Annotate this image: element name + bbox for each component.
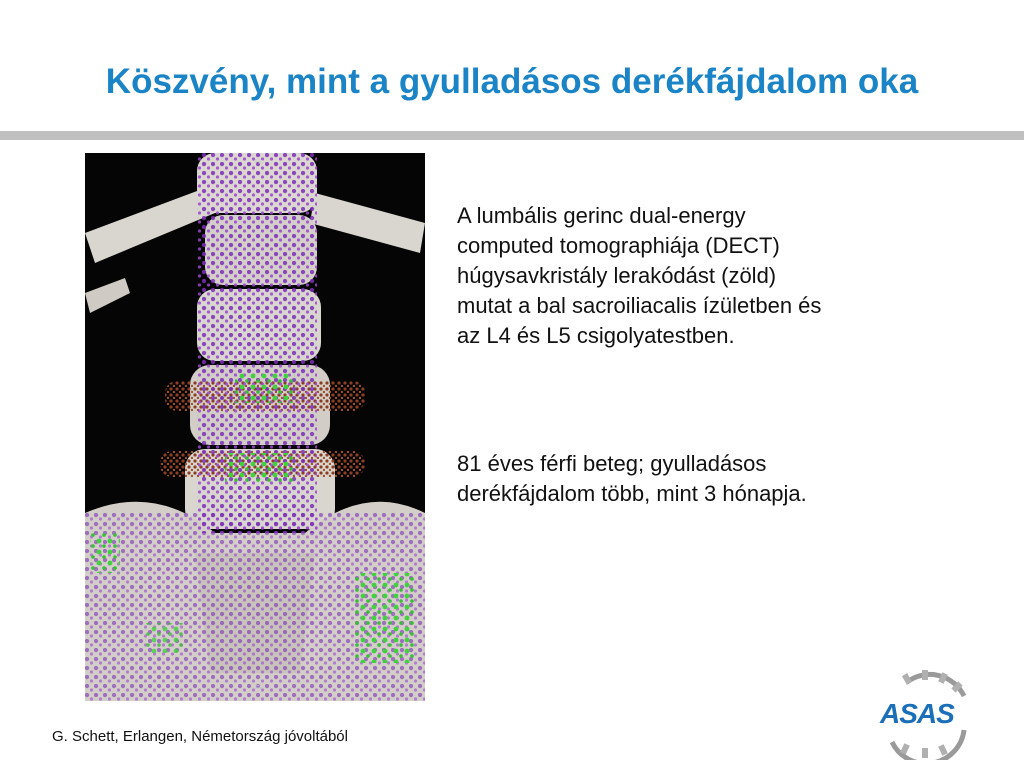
title-divider: [0, 131, 1024, 140]
patient-info-line: derékfájdalom több, mint 3 hónapja.: [457, 481, 807, 506]
spine-illustration: [85, 153, 425, 701]
image-top-tag: Hs: [255, 159, 264, 166]
patient-info-line: 81 éves férfi beteg; gyulladásos: [457, 451, 767, 476]
image-bottom-tag: FP: [255, 685, 264, 692]
description-line: mutat a bal sacroiliacalis ízületben és: [457, 293, 822, 318]
description-line: húgysavkristály lerakódást (zöld): [457, 263, 777, 288]
image-credit: G. Schett, Erlangen, Németország jóvoltából: [52, 728, 348, 745]
description-line: A lumbális gerinc dual-energy: [457, 203, 746, 228]
asas-logo-text: ASAS: [880, 698, 954, 729]
asas-logo: [872, 668, 982, 760]
description-line: computed tomographiája (DECT): [457, 233, 780, 258]
description-line: az L4 és L5 csigolyatestben.: [457, 323, 735, 348]
description-paragraph: [457, 201, 917, 351]
patient-info-paragraph: [457, 449, 917, 509]
slide-title: Köszvény, mint a gyulladásos derékfájdalom oka: [105, 62, 919, 101]
dect-spine-image: [85, 153, 425, 701]
